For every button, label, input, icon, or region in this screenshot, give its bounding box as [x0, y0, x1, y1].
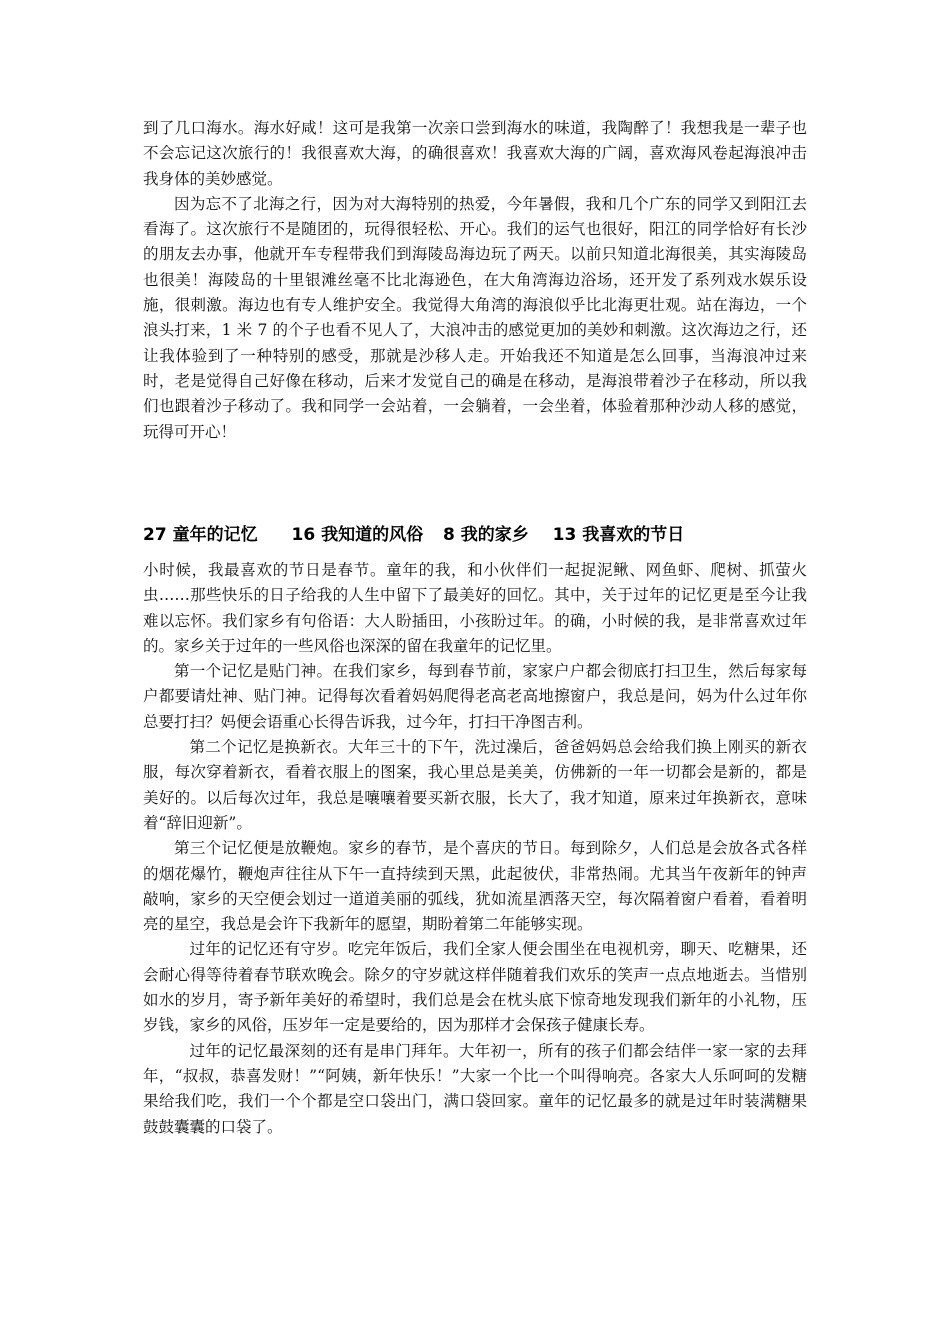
essay-continuation [143, 116, 807, 445]
paragraph: 第二个记忆是换新衣。大年三十的下午，洗过澡后，爸爸妈妈总会给我们换上刚买的新衣服，每次穿着新衣，看着衣服上的图案，我心里总是美美，仿佛新的一年一切都会是新的，都是美好的。以后每次过年，我总是嚷嚷着要买新衣服，长大了，我才知道，原来过年换新衣，意味着“辞旧迎新”。 [143, 738, 807, 832]
paragraph: 第一个记忆是贴门神。在我们家乡，每到春节前，家家户户都会彻底打扫卫生，然后每家每户都要请灶神、贴门神。记得每次看着妈妈爬得老高老高地擦窗户，我总是问，妈为什么过年你总要打扫？妈便会语重心长得告诉我，过今年，打扫干净图吉利。 [143, 662, 807, 731]
paragraph: 过年的记忆还有守岁。吃完年饭后，我们全家人便会围坐在电视机旁，聊天、吃糖果，还会耐心得等待着春节联欢晚会。除夕的守岁就这样伴随着我们欢乐的笑声一点点地逝去。当惜别如水的岁月，寄予新年美好的希望时，我们总是会在枕头底下惊奇地发现我们新年的小礼物，压岁钱，家乡的风俗，压岁年一定是要给的，因为那样才会保孩子健康长寿。 [143, 940, 807, 1035]
paragraph: 因为忘不了北海之行，因为对大海特别的热爱，今年暑假，我和几个广东的同学又到阳江去看海了。这次旅行不是随团的，玩得很轻松、开心。我们的运气也很好，阳江的同学恰好有长沙的朋友去办事，他就开车专程带我们到海陵岛海边玩了两天。以前只知道北海很美，其实海陵岛也很美！海陵岛的十里银滩丝毫不比北海逊色，在大角湾海边浴场，还开发了系列戏水娱乐设施，很刺激。海边也有专人维护安全。我觉得大角湾的海浪似乎比北海更壮观。站在海边，一个浪头打来，1 米 7 的个子也看不见人了，大浪冲击的感觉更加的美妙和刺激。这次海边之行，还让我体验到了一种特别的感受，那就是沙移人走。开始我还不知道是怎么回事，当海浪冲过来时，老是觉得自己好像在移动，后来才发觉自己的确是在移动，是海浪带着沙子在移动，所以我们也跟着沙子移动了。我和同学一会站着，一会躺着，一会坐着，体验着那种沙动人移的感觉，玩得可开心！ [143, 194, 807, 441]
paragraph: 过年的记忆最深刻的还有是串门拜年。大年初一，所有的孩子们都会结伴一家一家的去拜年，“叔叔，恭喜发财！”“阿姨，新年快乐！”大家一个比一个叫得响亮。各家大人乐呵呵的发糖果给我们吃，我们一个个都是空口袋出门，满口袋回家。童年的记忆最多的就是过年时装满糖果鼓鼓囊囊的口袋了。 [143, 1041, 807, 1136]
title-favorite-festival: 13 我喜欢的节日 [552, 525, 685, 545]
essay-body [143, 558, 807, 1140]
title-customs: 16 我知道的风俗 [291, 525, 424, 545]
paragraph: 到了几口海水。海水好咸！这可是我第一次亲口尝到海水的味道，我陶醉了！我想我是一辈子也不会忘记这次旅行的！我很喜欢大海，的确很喜欢！我喜欢大海的广阔，喜欢海风卷起海浪冲击我身体的美妙感觉。 [143, 119, 807, 188]
title-hometown: 8 我的家乡 [443, 525, 529, 545]
paragraph: 小时候，我最喜欢的节日是春节。童年的我，和小伙伴们一起捉泥鳅、网鱼虾、爬树、抓萤火虫……那些快乐的日子给我的人生中留下了最美好的回忆。其中，关于过年的记忆更是至今让我难以忘怀。我们家乡有句俗语：大人盼插田，小孩盼过年。的确，小时候的我，是非常喜欢过年的。家乡关于过年的一些风俗也深深的留在我童年的记忆里。 [143, 561, 807, 655]
paragraph: 第三个记忆便是放鞭炮。家乡的春节，是个喜庆的节日。每到除夕，人们总是会放各式各样的烟花爆竹，鞭炮声往往从下午一直持续到天黑，此起彼伏，非常热闹。尤其当午夜新年的钟声敲响，家乡的天空便会划过一道道美丽的弧线，犹如流星洒落天空，每次隔着窗户看着，看着明亮的星空，我总是会许下我新年的愿望，期盼着第二年能够实现。 [143, 839, 807, 934]
essay-title-line [143, 522, 823, 548]
title-childhood-memory: 27 童年的记忆 [143, 525, 258, 545]
